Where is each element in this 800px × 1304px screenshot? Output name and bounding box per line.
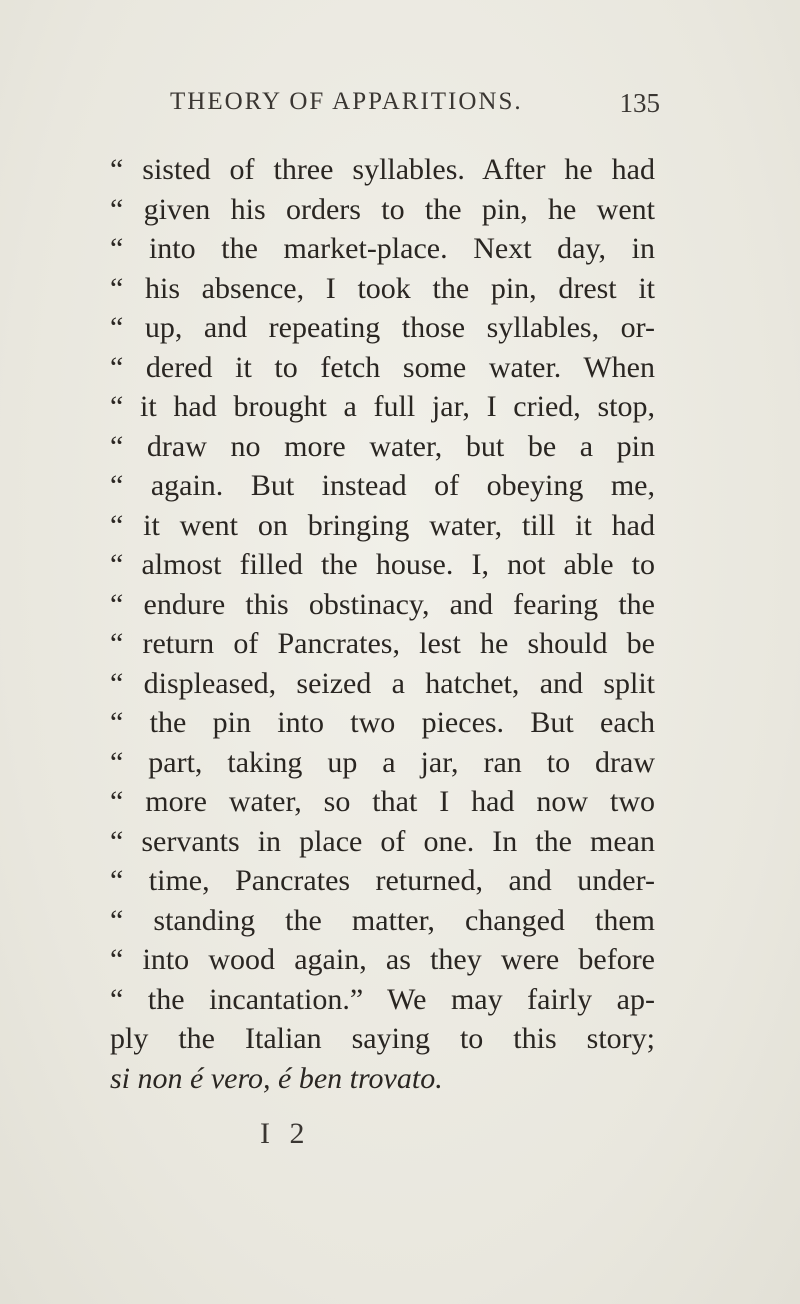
text-line: “ into wood again, as they were before — [110, 943, 655, 976]
italic-proverb-line: si non é vero, é ben trovato. — [110, 1061, 443, 1095]
text-line: “ draw no more water, but be a pin — [110, 429, 655, 463]
text-line: “ standing the matter, changed them — [110, 903, 655, 937]
body-text — [110, 150, 655, 1098]
text-line: “ endure this obstinacy, and fearing the — [110, 587, 655, 621]
text-line: “ again. But instead of obeying me, — [110, 469, 655, 502]
text-line: “ his absence, I took the pin, drest it — [110, 271, 655, 305]
text-line: “ more water, so that I had now two — [110, 785, 655, 818]
text-line: “ dered it to fetch some water. When — [110, 350, 655, 384]
text-line: “ up, and repeating those syllables, or- — [110, 311, 655, 344]
text-line: “ part, taking up a jar, ran to draw — [110, 745, 655, 779]
text-line: “ the pin into two pieces. But each — [110, 706, 655, 739]
printer-signature-mark: I 2 — [260, 1117, 311, 1150]
text-line: “ given his orders to the pin, he went — [110, 192, 655, 226]
text-line: ply the Italian saying to this story; — [110, 1022, 655, 1055]
text-line: “ servants in place of one. In the mean — [110, 824, 655, 858]
text-line: “ it had brought a full jar, I cried, stop, — [110, 390, 655, 423]
text-line: “ return of Pancrates, lest he should be — [110, 627, 655, 660]
text-line: “ it went on bringing water, till it had — [110, 508, 655, 542]
text-line: “ into the market-place. Next day, in — [110, 232, 655, 265]
text-line: “ sisted of three syllables. After he had — [110, 153, 655, 186]
text-line: “ the incantation.” We may fairly ap- — [110, 982, 655, 1016]
running-head — [170, 88, 660, 128]
text-line: “ displeased, seized a hatchet, and split — [110, 666, 655, 700]
page-number: 135 — [619, 88, 660, 118]
text-line: “ almost filled the house. I, not able to — [110, 548, 655, 581]
running-title: THEORY OF APPARITIONS. — [170, 88, 523, 115]
text-line: “ time, Pancrates returned, and under- — [110, 864, 655, 897]
